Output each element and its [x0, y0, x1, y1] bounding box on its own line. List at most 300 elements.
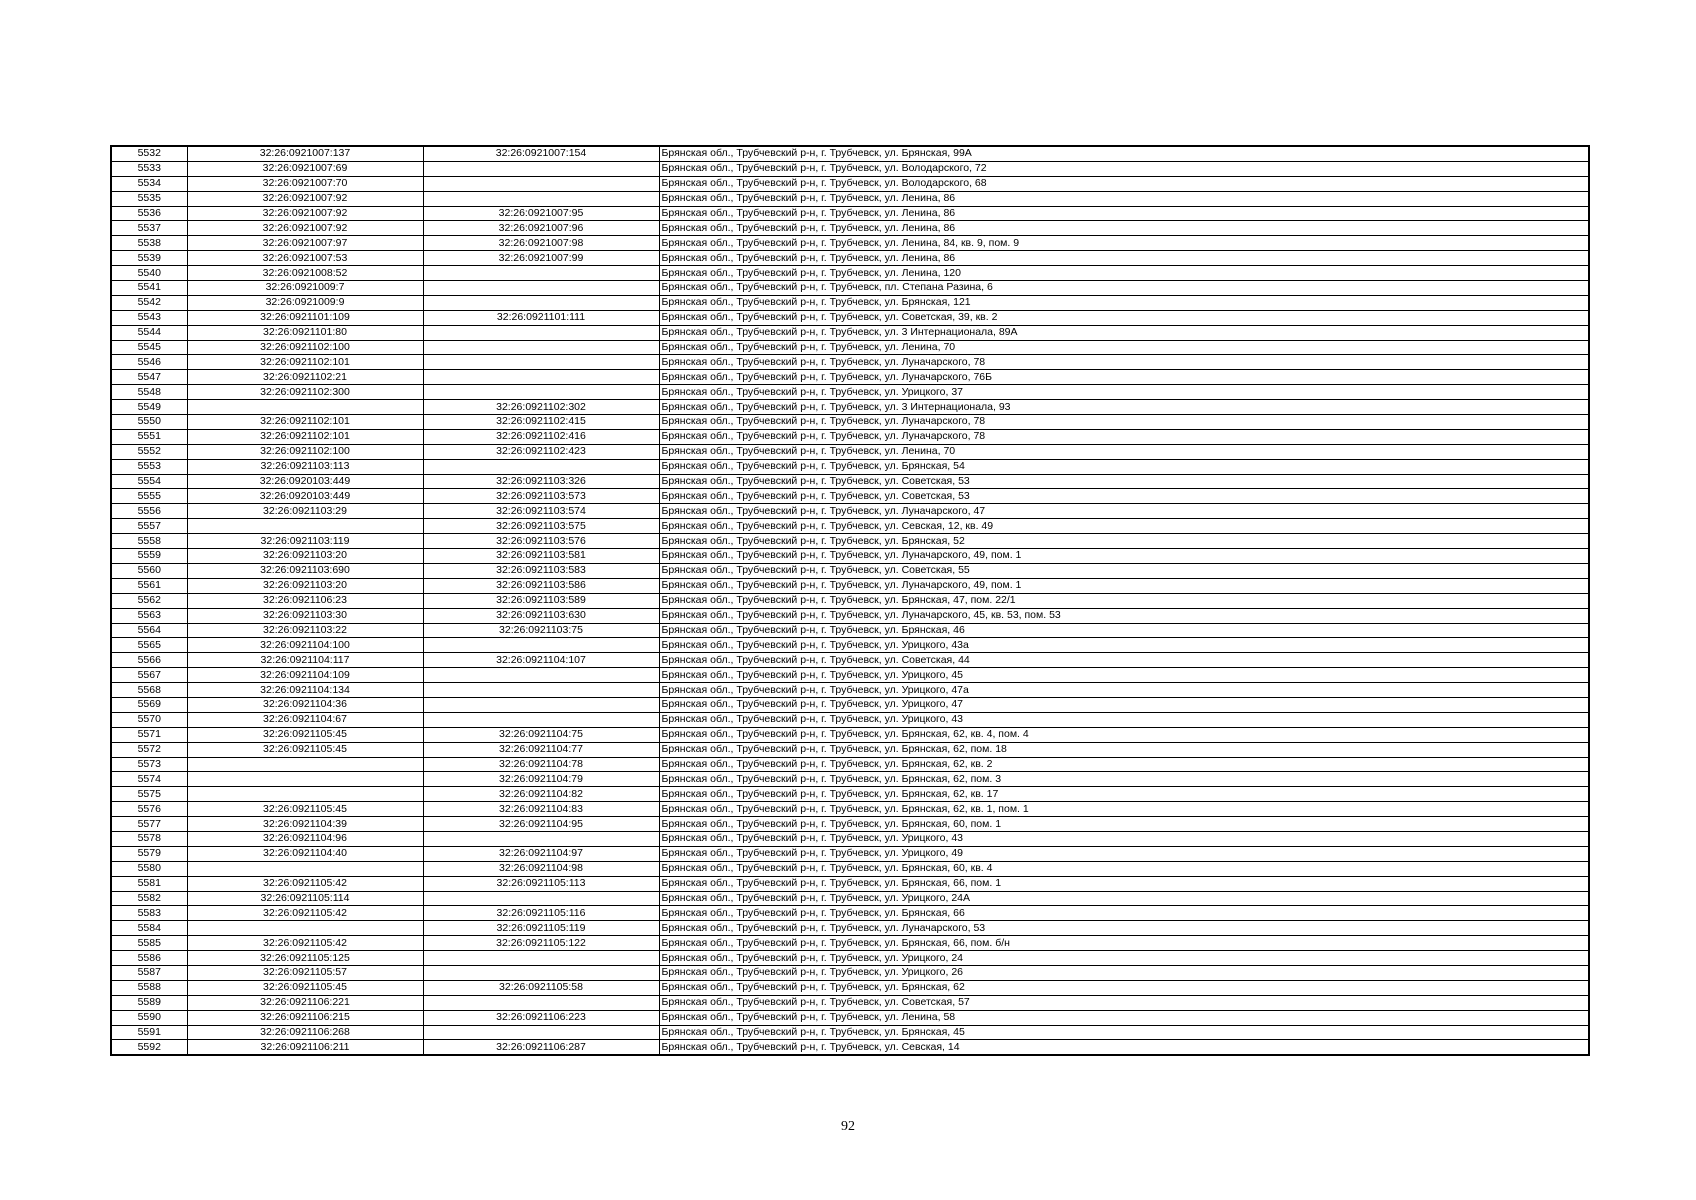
parent-cadastral-number-cell: [187, 757, 423, 772]
address-cell: Брянская обл., Трубчевский р-н, г. Трубчевск, ул. Советская, 39, кв. 2: [659, 310, 1589, 325]
table-row: [111, 876, 1589, 891]
row-number-cell: 5557: [111, 519, 187, 534]
parent-cadastral-number-cell: 32:26:0920103:449: [187, 474, 423, 489]
table-body: [111, 146, 1589, 1055]
cadastral-number-cell: [423, 161, 659, 176]
parent-cadastral-number-cell: 32:26:0921106:211: [187, 1040, 423, 1055]
address-cell: Брянская обл., Трубчевский р-н, г. Трубчевск, ул. Брянская, 52: [659, 534, 1589, 549]
parent-cadastral-number-cell: 32:26:0921105:125: [187, 951, 423, 966]
cadastral-number-cell: [423, 266, 659, 281]
address-cell: Брянская обл., Трубчевский р-н, г. Трубчевск, ул. Брянская, 45: [659, 1025, 1589, 1040]
cadastral-number-cell: 32:26:0921102:415: [423, 415, 659, 430]
address-cell: Брянская обл., Трубчевский р-н, г. Трубчевск, ул. Брянская, 121: [659, 295, 1589, 310]
address-cell: Брянская обл., Трубчевский р-н, г. Трубчевск, ул. 3 Интернационала, 93: [659, 400, 1589, 415]
row-number-cell: 5561: [111, 578, 187, 593]
parent-cadastral-number-cell: 32:26:0921103:29: [187, 504, 423, 519]
row-number-cell: 5549: [111, 400, 187, 415]
row-number-cell: 5578: [111, 831, 187, 846]
address-cell: Брянская обл., Трубчевский р-н, г. Трубчевск, ул. Володарского, 68: [659, 176, 1589, 191]
address-cell: Брянская обл., Трубчевский р-н, г. Трубчевск, ул. Урицкого, 47а: [659, 683, 1589, 698]
row-number-cell: 5560: [111, 563, 187, 578]
address-cell: Брянская обл., Трубчевский р-н, г. Трубчевск, ул. Брянская, 62: [659, 980, 1589, 995]
address-cell: Брянская обл., Трубчевский р-н, г. Трубчевск, ул. Урицкого, 43: [659, 712, 1589, 727]
row-number-cell: 5555: [111, 489, 187, 504]
row-number-cell: 5580: [111, 861, 187, 876]
table-row: [111, 861, 1589, 876]
cadastral-number-cell: [423, 965, 659, 980]
address-cell: Брянская обл., Трубчевский р-н, г. Трубчевск, ул. Ленина, 70: [659, 444, 1589, 459]
parent-cadastral-number-cell: 32:26:0921007:70: [187, 176, 423, 191]
table-row: [111, 206, 1589, 221]
table-row: [111, 817, 1589, 832]
table-row: [111, 951, 1589, 966]
address-cell: Брянская обл., Трубчевский р-н, г. Трубчевск, ул. Ленина, 86: [659, 221, 1589, 236]
row-number-cell: 5551: [111, 429, 187, 444]
cadastral-number-cell: 32:26:0921007:95: [423, 206, 659, 221]
cadastral-number-cell: 32:26:0921104:82: [423, 787, 659, 802]
parent-cadastral-number-cell: 32:26:0921103:30: [187, 608, 423, 623]
parent-cadastral-number-cell: 32:26:0921105:42: [187, 936, 423, 951]
table-row: [111, 668, 1589, 683]
cadastral-number-cell: [423, 191, 659, 206]
parent-cadastral-number-cell: 32:26:0921007:92: [187, 191, 423, 206]
row-number-cell: 5533: [111, 161, 187, 176]
table-row: [111, 757, 1589, 772]
parent-cadastral-number-cell: 32:26:0921008:52: [187, 266, 423, 281]
table-row: [111, 1040, 1589, 1055]
cadastral-number-cell: [423, 1025, 659, 1040]
row-number-cell: 5570: [111, 712, 187, 727]
cadastral-number-cell: 32:26:0921103:574: [423, 504, 659, 519]
cadastral-number-cell: 32:26:0921105:122: [423, 936, 659, 951]
row-number-cell: 5569: [111, 697, 187, 712]
table-row: [111, 429, 1589, 444]
table-row: [111, 891, 1589, 906]
table-row: [111, 1010, 1589, 1025]
cadastral-number-cell: [423, 891, 659, 906]
address-cell: Брянская обл., Трубчевский р-н, г. Трубчевск, ул. Урицкого, 49: [659, 846, 1589, 861]
address-cell: Брянская обл., Трубчевский р-н, г. Трубчевск, ул. Луначарского, 49, пом. 1: [659, 578, 1589, 593]
parent-cadastral-number-cell: 32:26:0921106:268: [187, 1025, 423, 1040]
row-number-cell: 5540: [111, 266, 187, 281]
cadastral-number-cell: 32:26:0921104:97: [423, 846, 659, 861]
cadastral-number-cell: [423, 683, 659, 698]
parent-cadastral-number-cell: 32:26:0921007:97: [187, 236, 423, 251]
address-cell: Брянская обл., Трубчевский р-н, г. Трубчевск, ул. Урицкого, 24А: [659, 891, 1589, 906]
row-number-cell: 5538: [111, 236, 187, 251]
cadastral-number-cell: 32:26:0921104:78: [423, 757, 659, 772]
row-number-cell: 5553: [111, 459, 187, 474]
row-number-cell: 5562: [111, 593, 187, 608]
cadastral-number-cell: 32:26:0921103:573: [423, 489, 659, 504]
address-cell: Брянская обл., Трубчевский р-н, г. Трубчевск, ул. Луначарского, 78: [659, 355, 1589, 370]
cadastral-number-cell: 32:26:0921007:99: [423, 251, 659, 266]
parent-cadastral-number-cell: 32:26:0921106:215: [187, 1010, 423, 1025]
row-number-cell: 5547: [111, 370, 187, 385]
table-row: [111, 281, 1589, 296]
address-cell: Брянская обл., Трубчевский р-н, г. Трубчевск, ул. Урицкого, 47: [659, 697, 1589, 712]
table-row: [111, 831, 1589, 846]
table-row: [111, 697, 1589, 712]
cadastral-number-cell: [423, 712, 659, 727]
address-cell: Брянская обл., Трубчевский р-н, г. Трубчевск, ул. Брянская, 66, пом. 1: [659, 876, 1589, 891]
table-row: [111, 161, 1589, 176]
row-number-cell: 5592: [111, 1040, 187, 1055]
table-row: [111, 846, 1589, 861]
cadastral-number-cell: 32:26:0921105:113: [423, 876, 659, 891]
cadastral-number-cell: [423, 385, 659, 400]
cadastral-number-cell: [423, 340, 659, 355]
table-row: [111, 787, 1589, 802]
table-row: [111, 310, 1589, 325]
cadastral-number-cell: 32:26:0921103:583: [423, 563, 659, 578]
parent-cadastral-number-cell: 32:26:0921102:101: [187, 429, 423, 444]
row-number-cell: 5587: [111, 965, 187, 980]
parent-cadastral-number-cell: 32:26:0921104:40: [187, 846, 423, 861]
parent-cadastral-number-cell: 32:26:0921009:7: [187, 281, 423, 296]
cadastral-number-cell: 32:26:0921102:423: [423, 444, 659, 459]
parent-cadastral-number-cell: 32:26:0921106:23: [187, 593, 423, 608]
row-number-cell: 5543: [111, 310, 187, 325]
row-number-cell: 5564: [111, 623, 187, 638]
row-number-cell: 5536: [111, 206, 187, 221]
parent-cadastral-number-cell: [187, 400, 423, 415]
cadastral-number-cell: [423, 325, 659, 340]
cadastral-number-cell: 32:26:0921106:287: [423, 1040, 659, 1055]
address-cell: Брянская обл., Трубчевский р-н, г. Трубчевск, ул. Урицкого, 43: [659, 831, 1589, 846]
address-cell: Брянская обл., Трубчевский р-н, г. Трубчевск, ул. Луначарского, 78: [659, 415, 1589, 430]
cadastral-number-cell: 32:26:0921103:630: [423, 608, 659, 623]
table-row: [111, 176, 1589, 191]
parent-cadastral-number-cell: [187, 772, 423, 787]
parent-cadastral-number-cell: 32:26:0921103:20: [187, 549, 423, 564]
address-cell: Брянская обл., Трубчевский р-н, г. Трубчевск, ул. Ленина, 120: [659, 266, 1589, 281]
address-cell: Брянская обл., Трубчевский р-н, г. Трубчевск, ул. Советская, 57: [659, 995, 1589, 1010]
parent-cadastral-number-cell: 32:26:0921105:45: [187, 727, 423, 742]
row-number-cell: 5574: [111, 772, 187, 787]
row-number-cell: 5575: [111, 787, 187, 802]
row-number-cell: 5559: [111, 549, 187, 564]
table-row: [111, 489, 1589, 504]
parent-cadastral-number-cell: 32:26:0921104:100: [187, 638, 423, 653]
row-number-cell: 5566: [111, 653, 187, 668]
cadastral-number-cell: 32:26:0921007:96: [423, 221, 659, 236]
parent-cadastral-number-cell: 32:26:0921101:80: [187, 325, 423, 340]
parent-cadastral-number-cell: 32:26:0921106:221: [187, 995, 423, 1010]
address-cell: Брянская обл., Трубчевский р-н, г. Трубчевск, ул. Брянская, 62, кв. 4, пом. 4: [659, 727, 1589, 742]
table-row: [111, 340, 1589, 355]
table-row: [111, 995, 1589, 1010]
parent-cadastral-number-cell: 32:26:0921104:117: [187, 653, 423, 668]
table-row: [111, 936, 1589, 951]
cadastral-registry-table: [110, 145, 1590, 1056]
row-number-cell: 5567: [111, 668, 187, 683]
row-number-cell: 5535: [111, 191, 187, 206]
row-number-cell: 5568: [111, 683, 187, 698]
cadastral-number-cell: [423, 951, 659, 966]
parent-cadastral-number-cell: 32:26:0921007:53: [187, 251, 423, 266]
row-number-cell: 5584: [111, 921, 187, 936]
cadastral-number-cell: 32:26:0921104:98: [423, 861, 659, 876]
table-row: [111, 683, 1589, 698]
table-row: [111, 593, 1589, 608]
cadastral-number-cell: 32:26:0921103:589: [423, 593, 659, 608]
table-row: [111, 266, 1589, 281]
address-cell: Брянская обл., Трубчевский р-н, г. Трубчевск, ул. Севская, 14: [659, 1040, 1589, 1055]
table-row: [111, 325, 1589, 340]
table-row: [111, 906, 1589, 921]
table-row: [111, 459, 1589, 474]
cadastral-number-cell: 32:26:0921007:98: [423, 236, 659, 251]
address-cell: Брянская обл., Трубчевский р-н, г. Трубчевск, ул. Брянская, 60, пом. 1: [659, 817, 1589, 832]
cadastral-number-cell: [423, 638, 659, 653]
address-cell: Брянская обл., Трубчевский р-н, г. Трубчевск, ул. Брянская, 47, пом. 22/1: [659, 593, 1589, 608]
table-row: [111, 727, 1589, 742]
row-number-cell: 5579: [111, 846, 187, 861]
cadastral-number-cell: [423, 995, 659, 1010]
parent-cadastral-number-cell: 32:26:0921103:113: [187, 459, 423, 474]
address-cell: Брянская обл., Трубчевский р-н, г. Трубчевск, ул. Володарского, 72: [659, 161, 1589, 176]
address-cell: Брянская обл., Трубчевский р-н, г. Трубчевск, ул. Луначарского, 47: [659, 504, 1589, 519]
parent-cadastral-number-cell: [187, 519, 423, 534]
table-row: [111, 191, 1589, 206]
page-number: 92: [841, 1119, 855, 1134]
row-number-cell: 5550: [111, 415, 187, 430]
address-cell: Брянская обл., Трубчевский р-н, г. Трубчевск, ул. Брянская, 62, кв. 1, пом. 1: [659, 802, 1589, 817]
table-row: [111, 474, 1589, 489]
address-cell: Брянская обл., Трубчевский р-н, г. Трубчевск, ул. Ленина, 84, кв. 9, пом. 9: [659, 236, 1589, 251]
address-cell: Брянская обл., Трубчевский р-н, г. Трубчевск, ул. Севская, 12, кв. 49: [659, 519, 1589, 534]
parent-cadastral-number-cell: 32:26:0921104:134: [187, 683, 423, 698]
address-cell: Брянская обл., Трубчевский р-н, г. Трубчевск, ул. 3 Интернационала, 89А: [659, 325, 1589, 340]
address-cell: Брянская обл., Трубчевский р-н, г. Трубчевск, ул. Луначарского, 45, кв. 53, пом. 53: [659, 608, 1589, 623]
table-row: [111, 221, 1589, 236]
row-number-cell: 5542: [111, 295, 187, 310]
table-row: [111, 415, 1589, 430]
row-number-cell: 5545: [111, 340, 187, 355]
table-row: [111, 563, 1589, 578]
parent-cadastral-number-cell: 32:26:0921102:101: [187, 355, 423, 370]
cadastral-number-cell: [423, 668, 659, 683]
address-cell: Брянская обл., Трубчевский р-н, г. Трубчевск, ул. Брянская, 62, пом. 18: [659, 742, 1589, 757]
cadastral-number-cell: 32:26:0921102:416: [423, 429, 659, 444]
parent-cadastral-number-cell: 32:26:0921105:45: [187, 742, 423, 757]
row-number-cell: 5576: [111, 802, 187, 817]
table-row: [111, 236, 1589, 251]
address-cell: Брянская обл., Трубчевский р-н, г. Трубчевск, ул. Брянская, 60, кв. 4: [659, 861, 1589, 876]
parent-cadastral-number-cell: 32:26:0921103:22: [187, 623, 423, 638]
parent-cadastral-number-cell: 32:26:0921105:114: [187, 891, 423, 906]
parent-cadastral-number-cell: 32:26:0921007:92: [187, 206, 423, 221]
row-number-cell: 5546: [111, 355, 187, 370]
cadastral-number-cell: [423, 176, 659, 191]
row-number-cell: 5541: [111, 281, 187, 296]
address-cell: Брянская обл., Трубчевский р-н, г. Трубчевск, ул. Брянская, 54: [659, 459, 1589, 474]
table-row: [111, 742, 1589, 757]
table-row: [111, 444, 1589, 459]
row-number-cell: 5591: [111, 1025, 187, 1040]
address-cell: Брянская обл., Трубчевский р-н, г. Трубчевск, ул. Ленина, 86: [659, 191, 1589, 206]
address-cell: Брянская обл., Трубчевский р-н, г. Трубчевск, ул. Брянская, 62, кв. 2: [659, 757, 1589, 772]
parent-cadastral-number-cell: 32:26:0921105:42: [187, 876, 423, 891]
parent-cadastral-number-cell: 32:26:0921105:45: [187, 980, 423, 995]
table-row: [111, 712, 1589, 727]
table-row: [111, 578, 1589, 593]
address-cell: Брянская обл., Трубчевский р-н, г. Трубчевск, ул. Луначарского, 76Б: [659, 370, 1589, 385]
row-number-cell: 5548: [111, 385, 187, 400]
parent-cadastral-number-cell: 32:26:0921103:690: [187, 563, 423, 578]
cadastral-number-cell: 32:26:0921104:75: [423, 727, 659, 742]
cadastral-number-cell: 32:26:0921101:111: [423, 310, 659, 325]
row-number-cell: 5581: [111, 876, 187, 891]
row-number-cell: 5537: [111, 221, 187, 236]
address-cell: Брянская обл., Трубчевский р-н, г. Трубчевск, ул. Брянская, 46: [659, 623, 1589, 638]
row-number-cell: 5532: [111, 146, 187, 161]
parent-cadastral-number-cell: 32:26:0921101:109: [187, 310, 423, 325]
document-sheet: [110, 145, 1588, 1056]
cadastral-number-cell: [423, 459, 659, 474]
table-row: [111, 802, 1589, 817]
address-cell: Брянская обл., Трубчевский р-н, г. Трубчевск, ул. Советская, 44: [659, 653, 1589, 668]
cadastral-number-cell: 32:26:0921103:576: [423, 534, 659, 549]
cadastral-number-cell: 32:26:0921105:58: [423, 980, 659, 995]
address-cell: Брянская обл., Трубчевский р-н, г. Трубчевск, пл. Степана Разина, 6: [659, 281, 1589, 296]
address-cell: Брянская обл., Трубчевский р-н, г. Трубчевск, ул. Советская, 55: [659, 563, 1589, 578]
table-row: [111, 653, 1589, 668]
row-number-cell: 5582: [111, 891, 187, 906]
address-cell: Брянская обл., Трубчевский р-н, г. Трубчевск, ул. Ленина, 86: [659, 206, 1589, 221]
address-cell: Брянская обл., Трубчевский р-н, г. Трубчевск, ул. Луначарского, 53: [659, 921, 1589, 936]
cadastral-number-cell: [423, 370, 659, 385]
cadastral-number-cell: 32:26:0921104:77: [423, 742, 659, 757]
parent-cadastral-number-cell: 32:26:0921104:109: [187, 668, 423, 683]
address-cell: Брянская обл., Трубчевский р-н, г. Трубчевск, ул. Брянская, 66: [659, 906, 1589, 921]
cadastral-number-cell: [423, 697, 659, 712]
address-cell: Брянская обл., Трубчевский р-н, г. Трубчевск, ул. Урицкого, 37: [659, 385, 1589, 400]
parent-cadastral-number-cell: [187, 921, 423, 936]
address-cell: Брянская обл., Трубчевский р-н, г. Трубчевск, ул. Луначарского, 78: [659, 429, 1589, 444]
parent-cadastral-number-cell: 32:26:0921102:101: [187, 415, 423, 430]
address-cell: Брянская обл., Трубчевский р-н, г. Трубчевск, ул. Брянская, 99А: [659, 146, 1589, 161]
row-number-cell: 5539: [111, 251, 187, 266]
row-number-cell: 5556: [111, 504, 187, 519]
table-row: [111, 980, 1589, 995]
parent-cadastral-number-cell: 32:26:0921105:42: [187, 906, 423, 921]
parent-cadastral-number-cell: 32:26:0921105:45: [187, 802, 423, 817]
address-cell: Брянская обл., Трубчевский р-н, г. Трубчевск, ул. Урицкого, 26: [659, 965, 1589, 980]
address-cell: Брянская обл., Трубчевский р-н, г. Трубчевск, ул. Брянская, 66, пом. б/н: [659, 936, 1589, 951]
row-number-cell: 5589: [111, 995, 187, 1010]
cadastral-number-cell: 32:26:0921104:107: [423, 653, 659, 668]
cadastral-number-cell: 32:26:0921104:95: [423, 817, 659, 832]
address-cell: Брянская обл., Трубчевский р-н, г. Трубчевск, ул. Урицкого, 24: [659, 951, 1589, 966]
row-number-cell: 5554: [111, 474, 187, 489]
table-row: [111, 638, 1589, 653]
parent-cadastral-number-cell: 32:26:0921103:20: [187, 578, 423, 593]
address-cell: Брянская обл., Трубчевский р-н, г. Трубчевск, ул. Брянская, 62, кв. 17: [659, 787, 1589, 802]
table-row: [111, 400, 1589, 415]
parent-cadastral-number-cell: 32:26:0921104:67: [187, 712, 423, 727]
row-number-cell: 5583: [111, 906, 187, 921]
row-number-cell: 5586: [111, 951, 187, 966]
row-number-cell: 5563: [111, 608, 187, 623]
cadastral-number-cell: 32:26:0921104:79: [423, 772, 659, 787]
cadastral-number-cell: 32:26:0921007:154: [423, 146, 659, 161]
table-row: [111, 385, 1589, 400]
row-number-cell: 5573: [111, 757, 187, 772]
table-row: [111, 921, 1589, 936]
table-row: [111, 355, 1589, 370]
table-row: [111, 549, 1589, 564]
address-cell: Брянская обл., Трубчевский р-н, г. Трубчевск, ул. Урицкого, 45: [659, 668, 1589, 683]
cadastral-number-cell: 32:26:0921103:586: [423, 578, 659, 593]
address-cell: Брянская обл., Трубчевский р-н, г. Трубчевск, ул. Советская, 53: [659, 474, 1589, 489]
table-row: [111, 504, 1589, 519]
row-number-cell: 5571: [111, 727, 187, 742]
parent-cadastral-number-cell: 32:26:0921007:69: [187, 161, 423, 176]
table-row: [111, 295, 1589, 310]
table-row: [111, 534, 1589, 549]
cadastral-number-cell: 32:26:0921102:302: [423, 400, 659, 415]
table-row: [111, 608, 1589, 623]
row-number-cell: 5534: [111, 176, 187, 191]
cadastral-number-cell: 32:26:0921104:83: [423, 802, 659, 817]
cadastral-number-cell: 32:26:0921103:326: [423, 474, 659, 489]
parent-cadastral-number-cell: 32:26:0921104:39: [187, 817, 423, 832]
row-number-cell: 5577: [111, 817, 187, 832]
cadastral-number-cell: 32:26:0921103:75: [423, 623, 659, 638]
parent-cadastral-number-cell: 32:26:0921104:96: [187, 831, 423, 846]
cadastral-number-cell: [423, 281, 659, 296]
address-cell: Брянская обл., Трубчевский р-н, г. Трубчевск, ул. Ленина, 58: [659, 1010, 1589, 1025]
parent-cadastral-number-cell: 32:26:0921102:21: [187, 370, 423, 385]
parent-cadastral-number-cell: 32:26:0921007:137: [187, 146, 423, 161]
table-row: [111, 251, 1589, 266]
table-row: [111, 146, 1589, 161]
address-cell: Брянская обл., Трубчевский р-н, г. Трубчевск, ул. Ленина, 70: [659, 340, 1589, 355]
parent-cadastral-number-cell: 32:26:0921105:57: [187, 965, 423, 980]
parent-cadastral-number-cell: 32:26:0921102:300: [187, 385, 423, 400]
table-row: [111, 370, 1589, 385]
table-row: [111, 519, 1589, 534]
parent-cadastral-number-cell: 32:26:0921007:92: [187, 221, 423, 236]
address-cell: Брянская обл., Трубчевский р-н, г. Трубчевск, ул. Брянская, 62, пом. 3: [659, 772, 1589, 787]
cadastral-number-cell: [423, 355, 659, 370]
parent-cadastral-number-cell: [187, 861, 423, 876]
parent-cadastral-number-cell: 32:26:0920103:449: [187, 489, 423, 504]
row-number-cell: 5588: [111, 980, 187, 995]
table-row: [111, 772, 1589, 787]
address-cell: Брянская обл., Трубчевский р-н, г. Трубчевск, ул. Советская, 53: [659, 489, 1589, 504]
parent-cadastral-number-cell: 32:26:0921102:100: [187, 340, 423, 355]
row-number-cell: 5552: [111, 444, 187, 459]
address-cell: Брянская обл., Трубчевский р-н, г. Трубчевск, ул. Ленина, 86: [659, 251, 1589, 266]
cadastral-number-cell: [423, 831, 659, 846]
table-row: [111, 1025, 1589, 1040]
address-cell: Брянская обл., Трубчевский р-н, г. Трубчевск, ул. Урицкого, 43а: [659, 638, 1589, 653]
cadastral-number-cell: 32:26:0921103:575: [423, 519, 659, 534]
row-number-cell: 5585: [111, 936, 187, 951]
parent-cadastral-number-cell: 32:26:0921104:36: [187, 697, 423, 712]
parent-cadastral-number-cell: 32:26:0921102:100: [187, 444, 423, 459]
table-row: [111, 623, 1589, 638]
cadastral-number-cell: 32:26:0921105:116: [423, 906, 659, 921]
parent-cadastral-number-cell: 32:26:0921009:9: [187, 295, 423, 310]
cadastral-number-cell: [423, 295, 659, 310]
table-row: [111, 965, 1589, 980]
parent-cadastral-number-cell: 32:26:0921103:119: [187, 534, 423, 549]
row-number-cell: 5590: [111, 1010, 187, 1025]
